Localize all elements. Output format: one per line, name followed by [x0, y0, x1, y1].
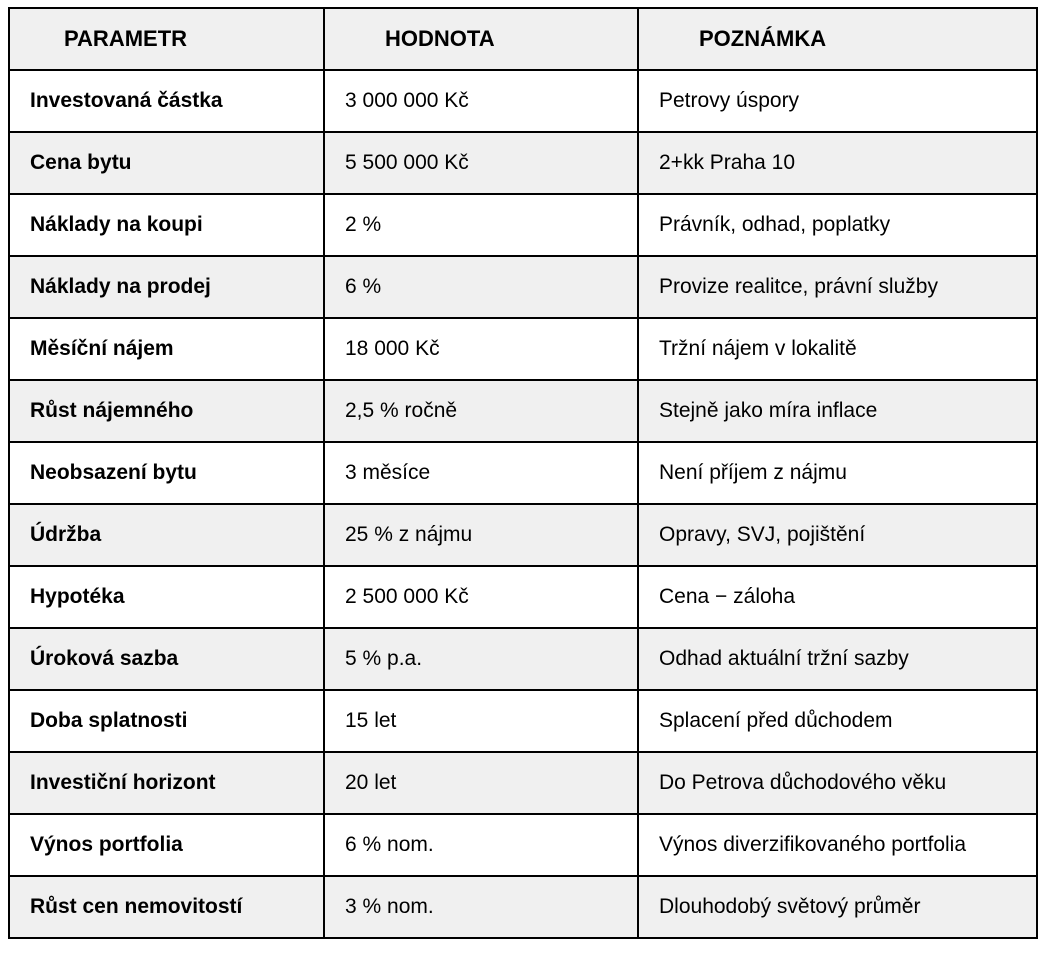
note-cell: 2+kk Praha 10	[638, 132, 1037, 194]
value-cell: 2 500 000 Kč	[324, 566, 638, 628]
table-body	[9, 70, 1037, 938]
note-cell: Opravy, SVJ, pojištění	[638, 504, 1037, 566]
parameter-cell: Doba splatnosti	[9, 690, 324, 752]
table-row	[9, 318, 1037, 380]
table-row	[9, 566, 1037, 628]
value-cell: 18 000 Kč	[324, 318, 638, 380]
table-row	[9, 876, 1037, 938]
table-row	[9, 752, 1037, 814]
value-cell: 6 % nom.	[324, 814, 638, 876]
note-cell: Cena − záloha	[638, 566, 1037, 628]
note-cell: Petrovy úspory	[638, 70, 1037, 132]
table-row	[9, 132, 1037, 194]
parameter-cell: Výnos portfolia	[9, 814, 324, 876]
parameter-cell: Náklady na prodej	[9, 256, 324, 318]
table-row	[9, 814, 1037, 876]
table-row	[9, 442, 1037, 504]
value-cell: 5 500 000 Kč	[324, 132, 638, 194]
parameter-cell: Růst cen nemovitostí	[9, 876, 324, 938]
parameter-cell: Růst nájemného	[9, 380, 324, 442]
value-cell: 2 %	[324, 194, 638, 256]
value-cell: 3 % nom.	[324, 876, 638, 938]
note-cell: Provize realitce, právní služby	[638, 256, 1037, 318]
table-row	[9, 256, 1037, 318]
value-cell: 3 měsíce	[324, 442, 638, 504]
value-cell: 3 000 000 Kč	[324, 70, 638, 132]
header-row	[9, 8, 1037, 70]
note-cell: Do Petrova důchodového věku	[638, 752, 1037, 814]
note-cell: Právník, odhad, poplatky	[638, 194, 1037, 256]
value-cell: 2,5 % ročně	[324, 380, 638, 442]
table-row	[9, 194, 1037, 256]
value-cell: 25 % z nájmu	[324, 504, 638, 566]
header-value: HODNOTA	[324, 8, 638, 70]
parameter-cell: Údržba	[9, 504, 324, 566]
note-cell: Splacení před důchodem	[638, 690, 1037, 752]
parameter-cell: Náklady na koupi	[9, 194, 324, 256]
table-row	[9, 504, 1037, 566]
value-cell: 20 let	[324, 752, 638, 814]
table-row	[9, 628, 1037, 690]
parameter-cell: Neobsazení bytu	[9, 442, 324, 504]
parameter-cell: Hypotéka	[9, 566, 324, 628]
parameter-cell: Úroková sazba	[9, 628, 324, 690]
note-cell: Výnos diverzifikovaného portfolia	[638, 814, 1037, 876]
note-cell: Tržní nájem v lokalitě	[638, 318, 1037, 380]
value-cell: 6 %	[324, 256, 638, 318]
table-row	[9, 690, 1037, 752]
parameters-table	[8, 7, 1038, 939]
table-row	[9, 70, 1037, 132]
note-cell: Stejně jako míra inflace	[638, 380, 1037, 442]
note-cell: Není příjem z nájmu	[638, 442, 1037, 504]
parameter-cell: Cena bytu	[9, 132, 324, 194]
table-header	[9, 8, 1037, 70]
value-cell: 5 % p.a.	[324, 628, 638, 690]
parameter-cell: Měsíční nájem	[9, 318, 324, 380]
table-row	[9, 380, 1037, 442]
header-parameter: PARAMETR	[9, 8, 324, 70]
header-note: POZNÁMKA	[638, 8, 1037, 70]
note-cell: Odhad aktuální tržní sazby	[638, 628, 1037, 690]
value-cell: 15 let	[324, 690, 638, 752]
note-cell: Dlouhodobý světový průměr	[638, 876, 1037, 938]
parameter-cell: Investovaná částka	[9, 70, 324, 132]
parameter-cell: Investiční horizont	[9, 752, 324, 814]
